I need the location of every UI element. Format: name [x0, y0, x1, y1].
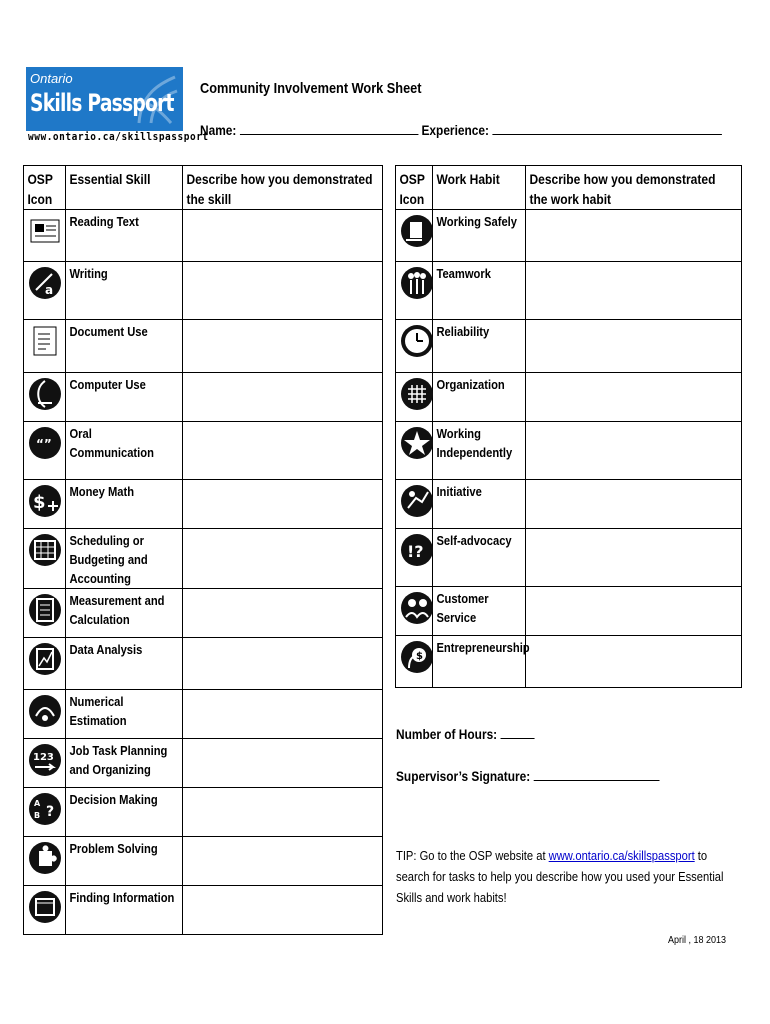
- skill-row: [24, 480, 383, 529]
- habit-label-cell: [433, 587, 526, 636]
- habit-label: Entrepreneurship: [436, 640, 530, 655]
- skill-icon-cell: [24, 422, 66, 480]
- habit-label-cell: [433, 529, 526, 587]
- computer-use-icon: [28, 377, 62, 411]
- self-advocacy-icon: [400, 533, 434, 567]
- habit-label: Working Independently: [436, 426, 513, 460]
- job-task-planning-icon: [28, 743, 62, 777]
- skill-icon-cell: [24, 529, 66, 589]
- skill-label-cell: [66, 422, 183, 480]
- svg-text:$: $: [33, 492, 46, 513]
- skill-description-cell[interactable]: [183, 837, 383, 886]
- osp-website-link[interactable]: www.ontario.ca/skillspassport: [548, 848, 695, 863]
- skill-row: [24, 638, 383, 690]
- skill-row: [24, 589, 383, 638]
- skill-label: Scheduling or Budgeting and Accounting: [69, 533, 148, 586]
- skill-row: [24, 886, 383, 935]
- document-use-icon: [28, 324, 62, 358]
- teamwork-icon: [400, 266, 434, 300]
- skill-description-cell[interactable]: [183, 638, 383, 690]
- habit-row: [396, 529, 742, 587]
- habit-label-cell: [433, 262, 526, 320]
- skill-description-cell[interactable]: [183, 529, 383, 589]
- habit-label-cell: [433, 422, 526, 480]
- skill-label: Computer Use: [69, 377, 146, 392]
- skill-icon-cell: [24, 262, 66, 320]
- habit-icon-cell: [396, 529, 433, 587]
- name-label: Name:: [200, 122, 237, 138]
- measurement-icon: [28, 593, 62, 627]
- signature-line: [396, 768, 659, 784]
- skill-icon-cell: [24, 690, 66, 739]
- tip-text: [396, 845, 740, 908]
- habit-label-cell: [433, 373, 526, 422]
- skill-description-cell[interactable]: [183, 589, 383, 638]
- habit-icon-cell: [396, 320, 433, 373]
- numerical-estimation-icon: [28, 694, 62, 728]
- skills-header-row: [24, 166, 383, 210]
- skill-icon-cell: [24, 788, 66, 837]
- skills-header-icon: OSP Icon: [24, 166, 66, 210]
- skill-label-cell: [66, 886, 183, 935]
- habit-label: Teamwork: [436, 266, 491, 281]
- habit-label-cell: [433, 480, 526, 529]
- svg-text:B: B: [34, 811, 41, 820]
- skill-description-cell[interactable]: [183, 480, 383, 529]
- scheduling-icon: [28, 533, 62, 567]
- skill-row: [24, 529, 383, 589]
- habits-header-row: [396, 166, 742, 210]
- skill-label: Finding Information: [69, 890, 175, 905]
- skill-label: Measurement and Calculation: [69, 593, 165, 627]
- habit-row: [396, 210, 742, 262]
- habit-description-cell[interactable]: [526, 373, 742, 422]
- svg-text:a: a: [45, 283, 54, 297]
- star-icon: [400, 426, 434, 460]
- habit-row: [396, 636, 742, 688]
- skill-description-cell[interactable]: [183, 788, 383, 837]
- skill-row: [24, 320, 383, 373]
- logo-url: www.ontario.ca/skillspassport: [28, 131, 209, 143]
- money-math-icon: [28, 484, 62, 518]
- svg-text:?: ?: [46, 804, 55, 820]
- skill-row: [24, 422, 383, 480]
- habit-description-cell[interactable]: [526, 529, 742, 587]
- skill-description-cell[interactable]: [183, 320, 383, 373]
- reading-text-icon: [28, 214, 62, 248]
- skill-description-cell[interactable]: [183, 886, 383, 935]
- clock-icon: [400, 324, 434, 358]
- document-date: April , 18 2013: [668, 935, 727, 946]
- habit-label: Self-advocacy: [436, 533, 512, 548]
- skill-icon-cell: [24, 886, 66, 935]
- habit-row: [396, 262, 742, 320]
- habit-label: Working Safely: [436, 214, 518, 229]
- skill-label-cell: [66, 262, 183, 320]
- skill-label-cell: [66, 210, 183, 262]
- experience-label: Experience:: [421, 122, 489, 138]
- logo-banner: [26, 67, 183, 131]
- oral-communication-icon: [28, 426, 62, 460]
- habit-description-cell[interactable]: [526, 422, 742, 480]
- habit-row: [396, 320, 742, 373]
- svg-text:$: $: [416, 651, 423, 662]
- svg-text:“”: “”: [36, 437, 52, 451]
- name-experience-line: [200, 122, 722, 138]
- habit-label: Initiative: [436, 484, 482, 499]
- habit-label: Organization: [436, 377, 505, 392]
- problem-solving-icon: [28, 841, 62, 875]
- skill-label-cell: [66, 480, 183, 529]
- skill-row: [24, 262, 383, 320]
- habit-label: Reliability: [436, 324, 490, 339]
- organization-icon: [400, 377, 434, 411]
- decision-making-icon: [28, 792, 62, 826]
- habit-description-cell[interactable]: [526, 320, 742, 373]
- skill-label: Numerical Estimation: [69, 694, 127, 728]
- logo-skills-passport-text: Skills Passport: [30, 89, 174, 117]
- skill-label: Reading Text: [69, 214, 139, 229]
- customer-service-icon: [400, 591, 434, 625]
- habit-description-cell[interactable]: [526, 480, 742, 529]
- initiative-icon: [400, 484, 434, 518]
- skill-label-cell: [66, 638, 183, 690]
- hours-label: Number of Hours:: [396, 726, 498, 742]
- skill-description-cell[interactable]: [183, 262, 383, 320]
- habit-icon-cell: [396, 422, 433, 480]
- tip-suffix: to search for tasks to help you describe how you used your Essential Skills and work habits!: [396, 848, 724, 905]
- svg-text:A: A: [34, 799, 41, 808]
- skill-label: Money Math: [69, 484, 135, 499]
- skill-icon-cell: [24, 739, 66, 788]
- skill-icon-cell: [24, 837, 66, 886]
- hours-field[interactable]: [500, 726, 534, 739]
- skill-description-cell[interactable]: [183, 739, 383, 788]
- tip-prefix: TIP: Go to the OSP website at: [396, 848, 549, 863]
- skill-description-cell[interactable]: [183, 373, 383, 422]
- habits-header-habit: Work Habit: [433, 166, 526, 210]
- skills-header-describe: Describe how you demonstrated the skill: [183, 166, 383, 210]
- habit-label-cell: [433, 320, 526, 373]
- habit-icon-cell: [396, 587, 433, 636]
- skill-row: [24, 837, 383, 886]
- skill-label-cell: [66, 837, 183, 886]
- skill-label: Data Analysis: [69, 642, 143, 657]
- svg-text:!?: !?: [407, 542, 424, 561]
- skill-label-cell: [66, 739, 183, 788]
- habit-description-cell[interactable]: [526, 210, 742, 262]
- skill-label-cell: [66, 788, 183, 837]
- habit-icon-cell: [396, 262, 433, 320]
- skill-label: Writing: [69, 266, 108, 281]
- habit-description-cell[interactable]: [526, 587, 742, 636]
- habit-icon-cell: [396, 480, 433, 529]
- habit-icon-cell: [396, 210, 433, 262]
- skill-label-cell: [66, 320, 183, 373]
- habits-header-icon: OSP Icon: [396, 166, 433, 210]
- svg-text:123: 123: [33, 752, 54, 763]
- skill-icon-cell: [24, 373, 66, 422]
- writing-icon: [28, 266, 62, 300]
- essential-skills-table: [23, 165, 383, 935]
- habit-row: [396, 373, 742, 422]
- skills-header-skill: Essential Skill: [66, 166, 183, 210]
- finding-information-icon: [28, 890, 62, 924]
- skill-row: [24, 373, 383, 422]
- skill-label-cell: [66, 690, 183, 739]
- habit-label: Customer Service: [436, 591, 489, 625]
- habit-label-cell: [433, 636, 530, 688]
- name-field[interactable]: [240, 122, 419, 135]
- habit-description-cell[interactable]: [526, 636, 742, 688]
- habit-row: [396, 480, 742, 529]
- habit-label-cell: [433, 210, 526, 262]
- skill-label-cell: [66, 529, 183, 589]
- skill-row: [24, 788, 383, 837]
- skill-label: Job Task Planning and Organizing: [69, 743, 168, 777]
- skill-label: Oral Communication: [69, 426, 154, 460]
- work-habits-table: [395, 165, 742, 688]
- skill-row: [24, 739, 383, 788]
- skill-description-cell[interactable]: [183, 210, 383, 262]
- skill-label-cell: [66, 373, 183, 422]
- entrepreneurship-icon: [400, 640, 434, 674]
- skill-row: [24, 210, 383, 262]
- skills-passport-logo: [26, 67, 209, 143]
- skill-label: Document Use: [69, 324, 148, 339]
- skill-icon-cell: [24, 480, 66, 529]
- habit-icon-cell: [396, 636, 433, 688]
- page-title: Community Involvement Work Sheet: [200, 80, 422, 97]
- habit-description-cell[interactable]: [526, 262, 742, 320]
- skill-icon-cell: [24, 320, 66, 373]
- habit-row: [396, 422, 742, 480]
- working-safely-icon: [400, 214, 434, 248]
- skill-icon-cell: [24, 589, 66, 638]
- skill-icon-cell: [24, 210, 66, 262]
- skill-icon-cell: [24, 638, 66, 690]
- signature-label: Supervisor’s Signature:: [396, 768, 531, 784]
- habits-header-describe: Describe how you demonstrated the work habit: [526, 166, 742, 210]
- habit-row: [396, 587, 742, 636]
- experience-field[interactable]: [492, 122, 722, 135]
- data-analysis-icon: [28, 642, 62, 676]
- logo-ontario-text: Ontario: [30, 71, 73, 86]
- habit-icon-cell: [396, 373, 433, 422]
- hours-line: [396, 726, 534, 742]
- skill-row: [24, 690, 383, 739]
- skill-label-cell: [66, 589, 183, 638]
- skill-label: Problem Solving: [69, 841, 158, 856]
- skill-description-cell[interactable]: [183, 690, 383, 739]
- skill-description-cell[interactable]: [183, 422, 383, 480]
- signature-field[interactable]: [534, 768, 660, 781]
- skill-label: Decision Making: [69, 792, 158, 807]
